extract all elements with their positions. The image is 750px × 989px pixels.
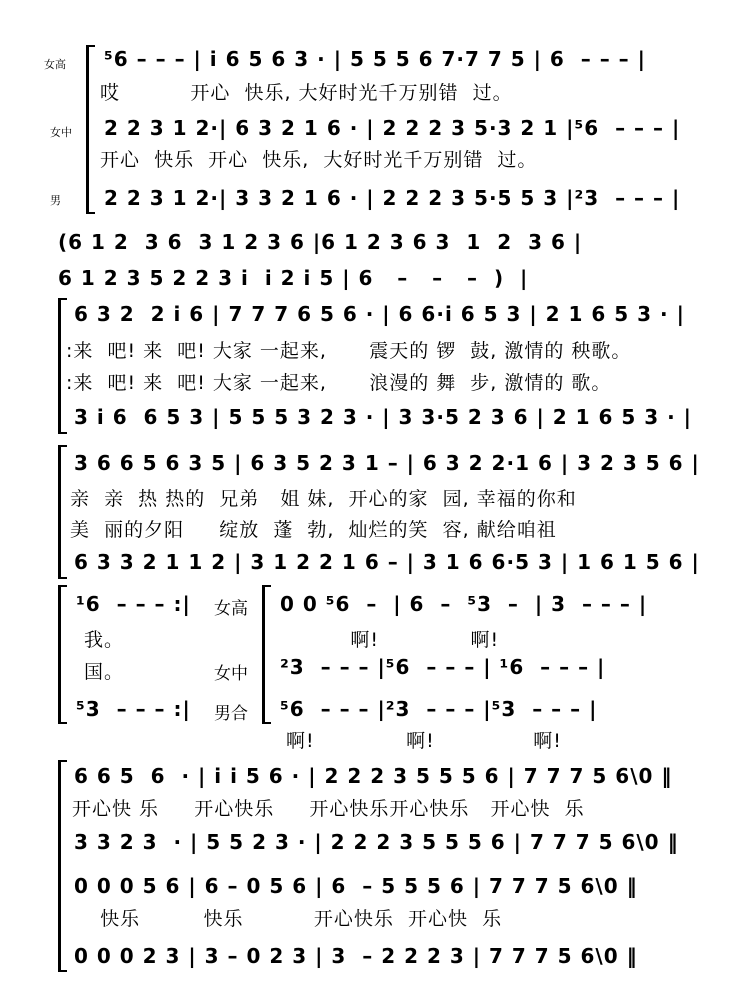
- part-label-s4-soprano: 女高: [214, 599, 248, 619]
- lyric-s3-verse1: 亲 亲 热 热的 兄弟 姐 妹, 开心的家 园, 幸福的你和: [70, 488, 577, 510]
- notes-s3-lower: 6 3 3 2 1 1 2 | 3 1 2 2 1 6 – | 3 1 6 6·5 3 | 1 6 1 5 6 |: [74, 550, 700, 574]
- notes-s4-soprano-right: 0 0 ⁵6 – | 6 – ⁵3 – | 3 – – – |: [280, 592, 648, 616]
- notes-s2-upper: 6 3 2 2 i 6 | 7 7 7 6 5 6 · | 6 6·i 6 5 3 | 2 1 6 5 3 · |: [74, 302, 685, 326]
- notes-s1-alto: 2 2 3 1 2·| 6 3 2 1 6 · | 2 2 2 3 5·3 2 1 |⁵6 – – – |: [104, 116, 681, 140]
- notes-s1-male: 2 2 3 1 2·| 3 3 2 1 6 · | 2 2 2 3 5·5 5 3 |²3 – – – |: [104, 186, 681, 210]
- part-label-s4-alto: 女中: [214, 664, 248, 684]
- notes-s5-row4: 0 0 0 2 3 | 3 – 0 2 3 | 3 – 2 2 2 3 | 7 7 7 5 6\0 ‖: [74, 944, 638, 968]
- lyric-s2-verse1: :来 吧! 来 吧! 大家 一起来, 震天的 锣 鼓, 激情的 秧歌。: [66, 340, 632, 362]
- notes-s5-row1: 6 6 5 6 · | i i 5 6 · | 2 2 2 3 5 5 5 6 | 7 7 7 5 6\0 ‖: [74, 764, 673, 788]
- notes-s5-row3: 0 0 0 5 6 | 6 – 0 5 6 | 6 – 5 5 5 6 | 7 7 7 5 6\0 ‖: [74, 874, 638, 898]
- brace-section3: [58, 445, 67, 579]
- part-label-soprano: 女高: [44, 58, 66, 71]
- part-label-s4-male: 男合: [214, 704, 248, 724]
- interlude-line2: 6 1 2 3 5 2 2 3 i i 2 i 5 | 6 – – – ) |: [58, 266, 529, 290]
- lyric-s5-row1: 开心快 乐 开心快乐 开心快乐开心快乐 开心快 乐: [72, 798, 585, 820]
- notes-s3-upper: 3 6 6 5 6 3 5 | 6 3 5 2 3 1 – | 6 3 2 2·1 6 | 3 2 3 5 6 |: [74, 451, 700, 475]
- notes-s4-male: ⁵3 – – – :|: [76, 697, 191, 721]
- lyric-s4-soprano-right: 啊! 啊!: [280, 629, 500, 651]
- lyric-s4-alto: 国。: [84, 661, 125, 683]
- interlude-line1: (6 1 2 3 6 3 1 2 3 6 |6 1 2 3 6 3 1 2 3 6 |: [58, 230, 583, 254]
- part-label-male: 男: [50, 194, 61, 207]
- brace-section5: [58, 760, 67, 972]
- part-label-alto: 女中: [50, 126, 72, 139]
- lyric-s4-male-right: 啊! 啊! 啊!: [286, 730, 562, 752]
- notes-s4-alto-right: ²3 – – – |⁵6 – – – | ¹6 – – – |: [280, 655, 606, 679]
- brace-section4-right: [262, 585, 271, 724]
- notes-s4-male-right: ⁵6 – – – |²3 – – – |⁵3 – – – |: [280, 697, 598, 721]
- notes-s1-soprano: ⁵6 – – – | i 6 5 6 3 · | 5 5 5 6 7·7 7 5 | 6 – – – |: [104, 47, 646, 71]
- brace-section2: [58, 298, 67, 434]
- notes-s5-row2: 3 3 2 3 · | 5 5 2 3 · | 2 2 2 3 5 5 5 6 | 7 7 7 5 6\0 ‖: [74, 830, 679, 854]
- notes-s4-soprano: ¹6 – – – :|: [76, 592, 191, 616]
- lyric-s4-soprano: 我。: [84, 629, 125, 651]
- lyric-s3-verse2: 美 丽的夕阳 绽放 蓬 勃, 灿烂的笑 容, 献给咱祖: [70, 519, 557, 541]
- lyric-s5-row3: 快乐 快乐 开心快乐 开心快 乐: [72, 908, 503, 930]
- lyric-s2-verse2: :来 吧! 来 吧! 大家 一起来, 浪漫的 舞 步, 激情的 歌。: [66, 372, 612, 394]
- lyric-s1-soprano: 哎 开心 快乐, 大好时光千万别错 过。: [100, 82, 513, 104]
- brace-section1: [86, 45, 95, 214]
- lyric-s1-alto: 开心 快乐 开心 快乐, 大好时光千万别错 过。: [100, 149, 538, 171]
- notes-s2-lower: 3 i 6 6 5 3 | 5 5 5 3 2 3 · | 3 3·5 2 3 6 | 2 1 6 5 3 · |: [74, 405, 692, 429]
- brace-section4-left: [58, 585, 67, 724]
